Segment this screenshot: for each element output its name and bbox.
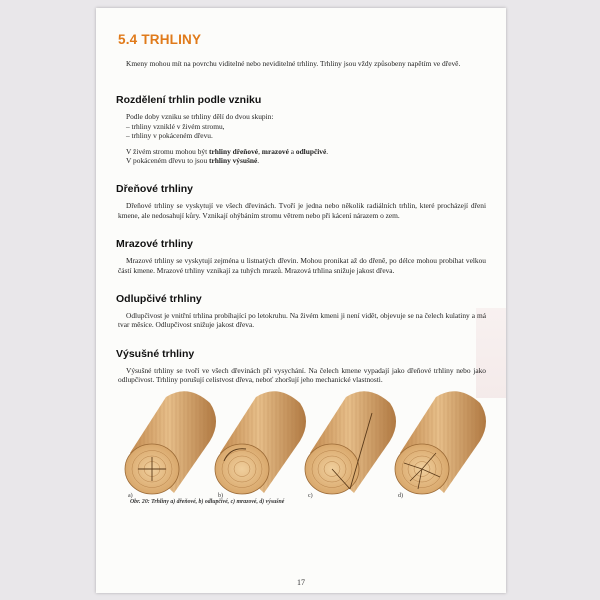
rozdeleni-li1: – trhliny vzniklé v živém stromu, xyxy=(126,121,225,131)
heading-drenove: Dřeňové trhliny xyxy=(116,183,194,196)
label-b: b) xyxy=(218,492,223,499)
section-title: 5.4 TRHLINY xyxy=(118,32,202,47)
rozdeleni-p1: Podle doby vzniku se trhliny dělí do dvou skupin: xyxy=(126,112,274,122)
intro-paragraph: Kmeny mohou mít na povrchu viditelné nebo neviditelné trhliny. Trhliny jsou vždy způsobeny napětím ve dřevě. xyxy=(126,59,461,68)
label-c: c) xyxy=(308,492,313,499)
vysusne-text: Výsušné trhliny se tvoří ve všech dřevinách při vysychání. Na čelech kmene vypadají jako dřeňové trhliny nebo jako odlupčivost. Trhliny porušují celistvost dřeva, neboť zhoršují jeho mechanické vlastnosti. xyxy=(118,365,486,385)
section-rozdeleni xyxy=(118,94,486,165)
page-content xyxy=(118,32,486,505)
log-c-mrazove xyxy=(305,391,396,494)
heading-vysusne: Výsušné trhliny xyxy=(116,347,195,360)
page-number: 17 xyxy=(297,578,305,587)
figure-caption: Obr. 20: Trhliny a) dřeňové, b) odlupčivé, c) mrazové, d) výsušné xyxy=(130,498,285,505)
heading-odlupcive: Odlupčivé trhliny xyxy=(116,293,202,306)
logs-illustration xyxy=(118,389,486,499)
label-a: a) xyxy=(128,492,133,499)
section-mrazove xyxy=(118,238,486,275)
section-drenove xyxy=(118,183,486,220)
heading-rozdeleni: Rozdělení trhlin podle vzniku xyxy=(116,94,262,107)
drenove-text: Dřeňové trhliny se vyskytují ve všech dřevinách. Tvoří je jedna nebo několik radiálních trhlin, které procházejí dřeni kmene, ale nedosahují kůry. Vznikají ohýbáním stromu větrem nebo při kácení nárazem o zem. xyxy=(118,201,486,220)
section-vysusne xyxy=(118,348,486,385)
rozdeleni-p3: V pokáceném dřevu to jsou trhliny výsušné. xyxy=(126,156,260,166)
log-a-drenove xyxy=(125,391,216,494)
heading-mrazove: Mrazové trhliny xyxy=(116,238,194,251)
section-odlupcive xyxy=(118,293,486,330)
rozdeleni-li2: – trhliny v pokáceném dřevu. xyxy=(126,131,213,141)
mrazove-text: Mrazové trhliny se vyskytují zejména u listnatých dřevin. Mohou pronikat až do dřeně, po délce mohou probíhat velkou částí kmene. Mrazové trhliny vznikají za tuhých mrazů. Mrazová trhlina snižuje jakost dřeva. xyxy=(118,256,486,275)
log-b-odlupcive xyxy=(215,391,306,494)
log-d-vysusne xyxy=(395,391,486,494)
label-d: d) xyxy=(398,492,403,499)
figure-logs xyxy=(118,389,486,499)
book-page xyxy=(96,8,506,593)
odlupcive-text: Odlupčivost je vnitřní trhlina probíhající po letokruhu. Na živém kmeni ji není vidět, objevuje se na čelech kulatiny a má tvar měsíce. Odlupčivost snižuje jakost dřeva. xyxy=(118,311,486,330)
rozdeleni-p2: V živém stromu mohou být trhliny dřeňové, mrazové a odlupčivé. xyxy=(126,146,329,156)
